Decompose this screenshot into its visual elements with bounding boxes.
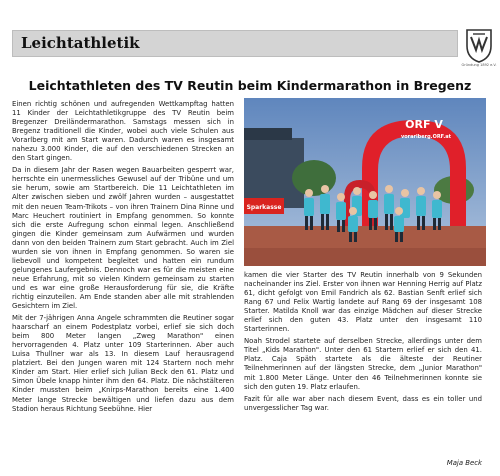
club-logo bbox=[464, 28, 494, 64]
article-column-right bbox=[244, 271, 482, 413]
logo-caption: Gründung 1892 e.V. bbox=[461, 63, 497, 67]
team-photo bbox=[244, 98, 486, 266]
section-title: Leichtathletik bbox=[21, 34, 140, 52]
section-header-bar bbox=[12, 30, 458, 57]
arch-url: vorarlberg.ORF.at bbox=[400, 134, 452, 140]
sponsor-banner-label: Sparkasse bbox=[246, 204, 282, 211]
article-column-left bbox=[12, 100, 234, 414]
finish-line-illustration bbox=[244, 98, 486, 266]
paragraph: Einen richtig schönen und aufregenden Wettkampftag hatten 11 Kinder der Leichtathletikgruppe des TV Reutin beim Bregenzer Dreiländermarathon. Samstags messen sich in Bregenz traditionell die Kinder, wobei auch viele Schulen aus Vorarlberg mit am Start waren. Dadurch waren es insgesamt nahezu 3.000 Kinder, die auf den verschiedenen Strecken an den Start gingen. bbox=[12, 100, 234, 163]
author-signature: Maja Beck bbox=[446, 459, 482, 467]
paragraph: Mit der 7-jährigen Anna Angele schrammten die Reutiner sogar haarscharf an einem Podestplatz vorbei, erlief sie sich doch beim 800 Meter langen „Zweg Marathon" einen hervorragenden 4. Platz unter 109 Starterinnen. Aber auch Luisa Thullner war als 13. In diesem Lauf herausragend platziert. Bei den Jungen waren mit 124 Startern noch mehr Kinder am Start. Hier erlief sich Julian Beck den 61. Platz und Simon Übele knapp hinter ihm den 64. Platz. Die nächstälteren Kinder mussten beim „Knirps-Marathon bereits eine 1.400 Meter lange Strecke bewältigen und liefen dazu aus dem Stadion heraus Richtung Seebühne. Hier bbox=[12, 314, 234, 413]
arch-brand: ORF V bbox=[405, 118, 443, 131]
paragraph: Fazit für alle war aber nach diesem Event, dass es ein toller und unvergesslicher Tag war. bbox=[244, 394, 482, 412]
paragraph: Da in diesem Jahr der Rasen wegen Bauarbeiten gesperrt war, herrschte ein unermessliches Gewusel auf der Tribüne und um sie herum, sowie am Startbereich. Die 11 Leichtathleten im Alter zwischen sieben und zwölf Jahren wurden – ausgestattet mit den neuen Team-Trikots – von ihren Trainern Dina Rinne und Marc Heuchert routiniert in Empfang genommen. So konnte sich die erste Aufregung schon einmal legen. Anschließend gingen die Kinder gemeinsam zum Aufwärmen und wurden dann von den beiden Trainern zum Start gebracht. Auch im Ziel wurden sie von ihnen in Empfang genommen. So waren sie liebevoll und kompetent begleitet und hatten ein rundum gelungenes Laufergebnis. Dennoch war es für die meisten eine neue Erfahrung, mit so vielen Kindern gemeinsam zu starten und es war eine große Herausforderung für sie, die Kräfte richtig einzuteilen. Am Ende standen aber alle mit strahlenden Gesichtern im Ziel. bbox=[12, 166, 234, 311]
paragraph: Noah Strodel startete auf derselben Strecke, allerdings unter dem Titel „Kids Marathon". Unter den 61 Startern erlief er sich den 41. Platz. Caja Späth startete als die älteste der Reutiner Teilnehmerinnen auf der längsten Strecke, dem „Junior Marathon" mit 1.800 Meter Länge. Unter den 46 Teilnehmerinnen konnte sie sich den guten 19. Platz erlaufen. bbox=[244, 337, 482, 391]
article-title: Leichtathleten des TV Reutin beim Kindermarathon in Bregenz bbox=[28, 78, 472, 93]
paragraph: kamen die vier Starter des TV Reutin innerhalb von 9 Sekunden nacheinander ins Ziel. Erster von ihnen war Henning Herrig auf Platz 61, dicht gefolgt von Emil Fandrich als 62. Bastian Senft erlief sich Rang 67 und Felix Wartig landete auf Rang 69 der insgesamt 108 Starter. Matilda Knoll war das einzige Mädchen auf dieser Strecke erlief sich den guten 43. Platz unter den insgesamt 110 Starterinnen. bbox=[244, 271, 482, 334]
